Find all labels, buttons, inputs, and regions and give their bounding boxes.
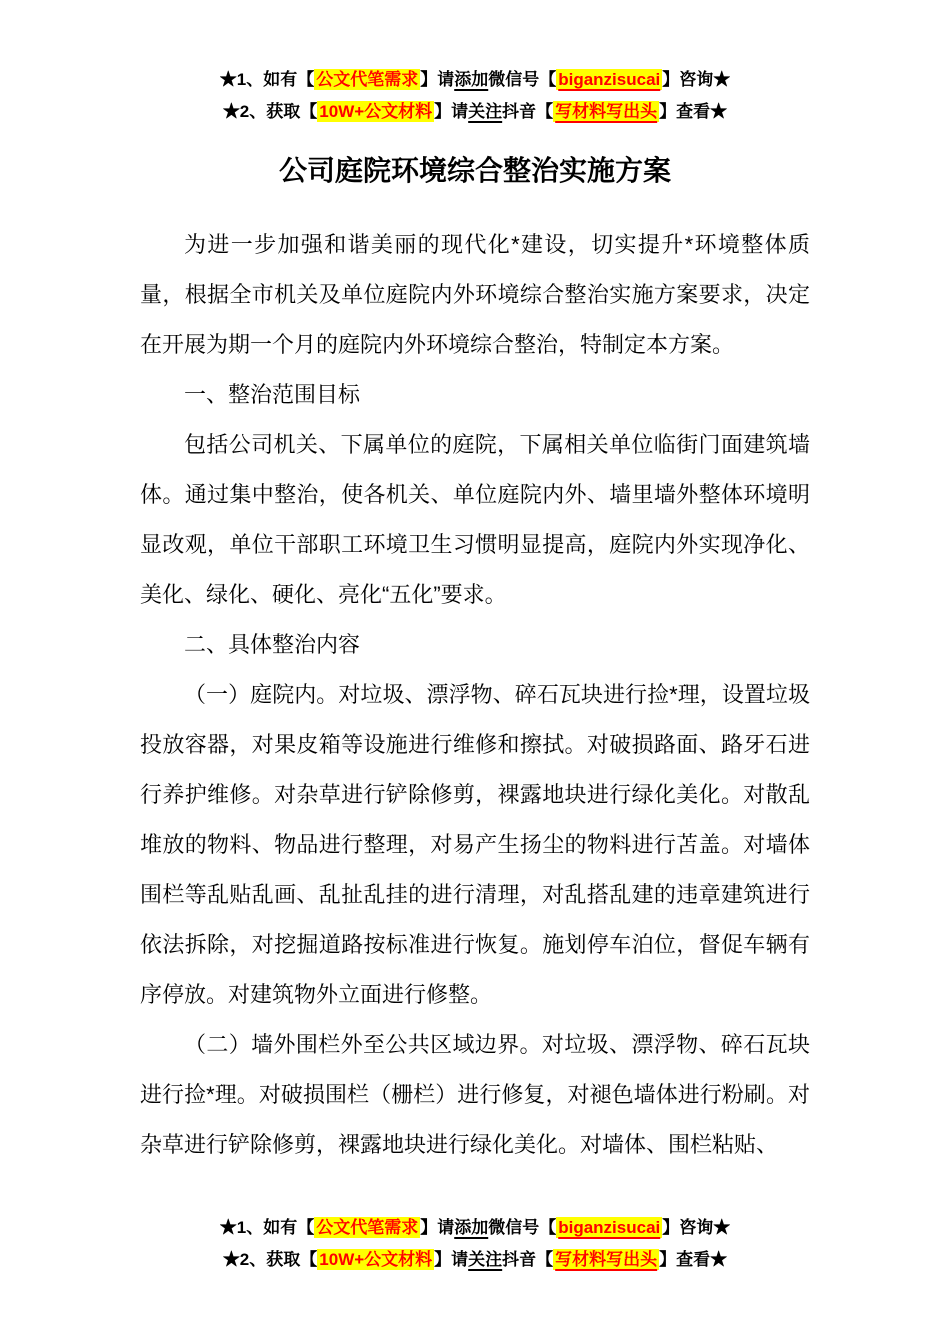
note-segment: ★2、获取【: [222, 1250, 318, 1269]
header-note-line-1: [0, 64, 950, 96]
note-segment: 添加: [454, 70, 489, 89]
note-segment: 10W+公文材料: [319, 102, 433, 121]
document-title: 公司庭院环境综合整治实施方案: [278, 155, 671, 186]
note-segment: 】请: [420, 1218, 455, 1237]
note-segment: biganzisucai: [558, 1218, 661, 1237]
note-segment: 抖音【: [502, 1250, 554, 1269]
note-segment: 】请: [420, 70, 455, 89]
header-note-line-2: [0, 96, 950, 128]
note-segment: 抖音【: [502, 102, 554, 121]
note-segment: biganzisucai: [558, 70, 661, 89]
note-segment: 】咨询★: [662, 1218, 731, 1237]
note-segment: ★1、如有【: [219, 70, 315, 89]
document-body: [140, 220, 810, 1170]
note-segment: ★1、如有【: [219, 1218, 315, 1237]
note-segment: ★2、获取【: [222, 102, 318, 121]
paragraph-intro: 为进一步加强和谐美丽的现代化*建设，切实提升*环境整体质量，根据全市机关及单位庭院内外环境综合整治实施方案要求，决定在开展为期一个月的庭院内外环境综合整治，特制定本方案。: [140, 232, 811, 357]
note-segment: 添加: [454, 1218, 489, 1237]
note-segment: 】查看★: [659, 1250, 728, 1269]
section-heading-1: 一、整治范围目标: [184, 382, 361, 407]
footer-note-line-2: [0, 1244, 950, 1276]
footer-note-line-1: [0, 1212, 950, 1244]
note-segment: 微信号【: [488, 1218, 557, 1237]
note-segment: 写材料写出头: [555, 1250, 658, 1269]
paragraph-item-2: （二）墙外围栏外至公共区域边界。对垃圾、漂浮物、碎石瓦块进行捡*理。对破损围栏（栅栏）进行修复，对褪色墙体进行粉刷。对杂草进行铲除修剪，裸露地块进行绿化美化。对墙体、围栏粘贴、: [140, 1032, 810, 1157]
paragraph-item-1: （一）庭院内。对垃圾、漂浮物、碎石瓦块进行捡*理，设置垃圾投放容器，对果皮箱等设施进行维修和擦拭。对破损路面、路牙石进行养护维修。对杂草进行铲除修剪，裸露地块进行绿化美化。对散乱堆放的物料、物品进行整理，对易产生扬尘的物料进行苫盖。对墙体围栏等乱贴乱画、乱扯乱挂的进行清理，对乱搭乱建的违章建筑进行依法拆除，对挖掘道路按标准进行恢复。施划停车泊位，督促车辆有序停放。对建筑物外立面进行修整。: [140, 682, 810, 1007]
note-segment: 公文代笔需求: [316, 1218, 419, 1237]
note-segment: 关注: [468, 1250, 503, 1269]
header-promo-note: [0, 64, 950, 128]
note-segment: 微信号【: [488, 70, 557, 89]
note-segment: 10W+公文材料: [319, 1250, 433, 1269]
note-segment: 】查看★: [659, 102, 728, 121]
paragraph-section-1: 包括公司机关、下属单位的庭院，下属相关单位临街门面建筑墙体。通过集中整治，使各机关、单位庭院内外、墙里墙外整体环境明显改观，单位干部职工环境卫生习惯明显提高，庭院内外实现净化、美化、绿化、硬化、亮化“五化”要求。: [140, 432, 810, 607]
note-segment: 关注: [468, 102, 503, 121]
note-segment: 】咨询★: [662, 70, 731, 89]
section-heading-2: 二、具体整治内容: [184, 632, 361, 657]
footer-promo-note: [0, 1212, 950, 1276]
note-segment: 写材料写出头: [555, 102, 658, 121]
note-segment: 】请: [434, 1250, 469, 1269]
note-segment: 】请: [434, 102, 469, 121]
note-segment: 公文代笔需求: [316, 70, 419, 89]
